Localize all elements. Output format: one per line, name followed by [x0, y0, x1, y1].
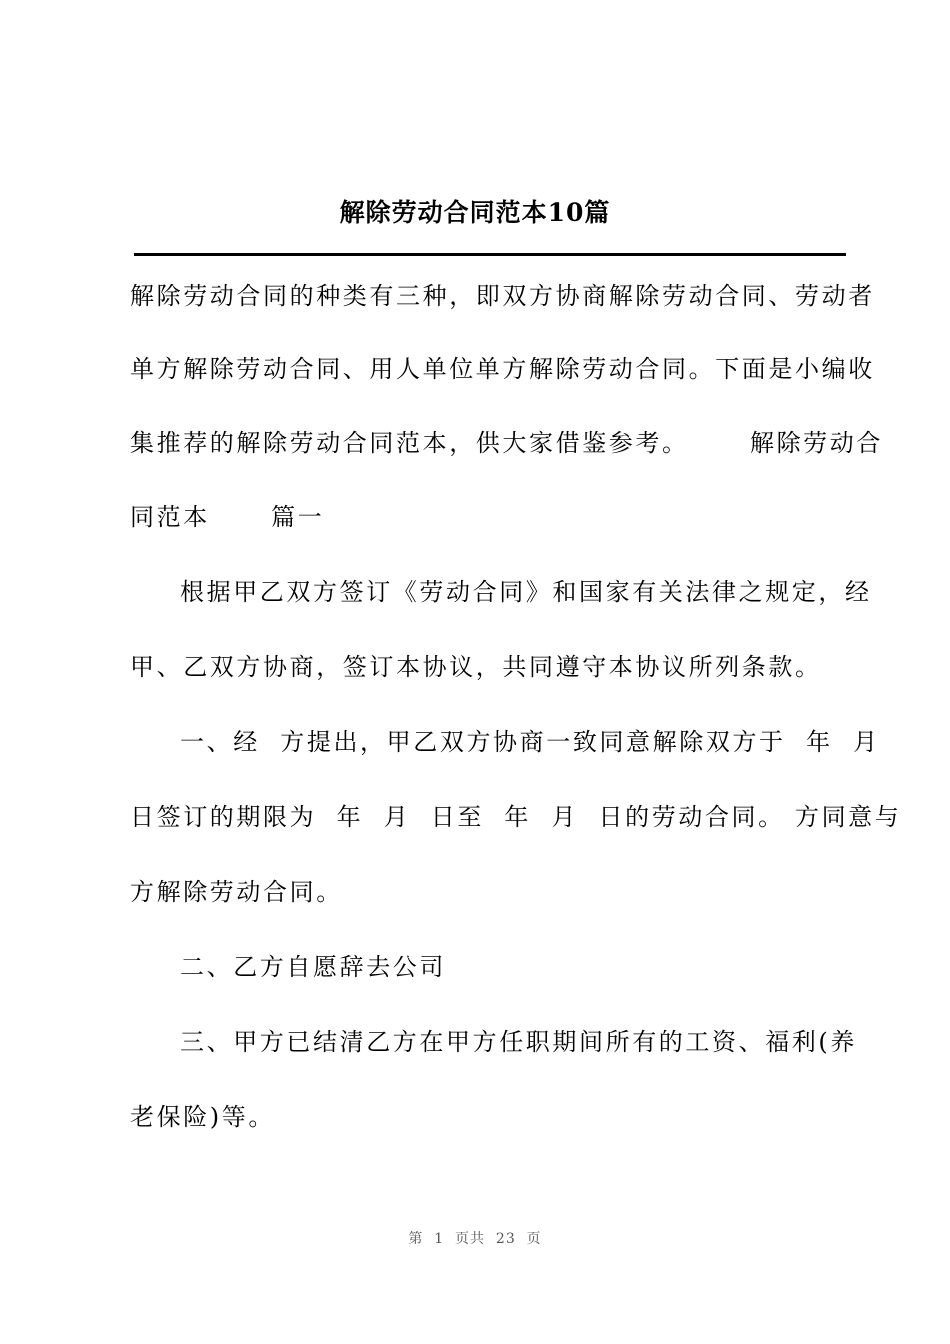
page-title: 解除劳动合同范本10篇: [339, 198, 611, 227]
body-line-2: 单方解除劳动合同、用人单位单方解除劳动合同。下面是小编收: [130, 355, 875, 383]
body-line-6: 甲、乙双方协商，签订本协议，共同遵守本协议所列条款。: [130, 653, 822, 681]
page-footer: 第 1 页共 23 页: [408, 1231, 542, 1247]
body-line-3: 集推荐的解除劳动合同范本，供大家借鉴参考。 解除劳动合: [130, 429, 883, 457]
body-line-10: 二、乙方自愿辞去公司: [180, 953, 446, 981]
body-line-9: 方解除劳动合同。: [130, 878, 343, 906]
body-line-7: 一、经 方提出，甲乙双方协商一致同意解除双方于 年 月: [180, 728, 880, 756]
body-line-1: 解除劳动合同的种类有三种，即双方协商解除劳动合同、劳动者: [130, 282, 875, 310]
body-line-8: 日签订的期限为 年 月 日至 年 月 日的劳动合同。 方同意与: [130, 803, 902, 831]
body-line-5: 根据甲乙双方签订《劳动合同》和国家有关法律之规定，经: [180, 578, 872, 606]
body-line-11: 三、甲方已结清乙方在甲方任职期间所有的工资、福利(养: [180, 1028, 857, 1056]
body-line-12: 老保险)等。: [130, 1103, 275, 1131]
body-line-4: 同范本 篇一: [130, 503, 325, 531]
title-divider: [134, 253, 846, 256]
